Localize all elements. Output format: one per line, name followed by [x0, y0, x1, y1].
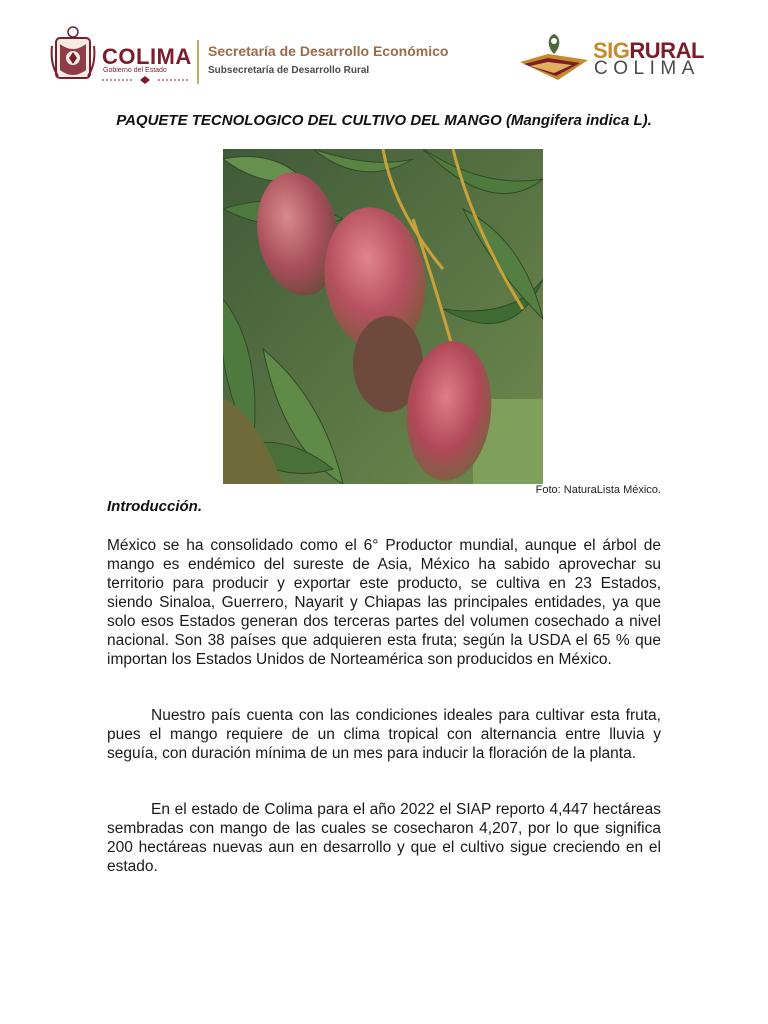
document-title: PAQUETE TECNOLOGICO DEL CULTIVO DEL MANGO (Mangifera indica L).: [116, 112, 652, 129]
state-logo-sub: Gobierno del Estado: [103, 67, 167, 74]
state-crest-icon: [50, 24, 96, 84]
state-logo-word: COLIMA: [102, 44, 192, 69]
sigrural-rural: RURAL: [629, 38, 704, 63]
mango-tree-photo: [223, 149, 543, 484]
body-paragraph: Nuestro país cuenta con las condiciones ideales para cultivar esta fruta, pues el mango requiere de un clima tropical con alternancia entre lluvia y seguía, con duración mínima de un mes para inducir la floración de la planta.: [107, 707, 661, 762]
section-heading: Introducción.: [107, 498, 202, 515]
page-header: [0, 0, 768, 100]
subsecretaria-name: Subsecretaría de Desarrollo Rural: [208, 65, 370, 76]
photo-credit: Foto: NaturaLista México.: [535, 484, 661, 496]
sigrural-map-pin-icon: [518, 32, 590, 84]
secretaria-name: Secretaría de Desarrollo Económico: [208, 43, 449, 59]
ornament-icon: [102, 76, 188, 84]
body-paragraph: En el estado de Colima para el año 2022 el SIAP reporto 4,447 hectáreas sembradas con mango de las cuales se cosecharon 4,207, por lo que significa 200 hectáreas nuevas aun en desarrollo y que el cultivo sigue creciendo en el estado.: [107, 801, 661, 875]
body-paragraph: México se ha consolidado como el 6° Productor mundial, aunque el árbol de mango es endémico del sureste de Asia, México ha sabido aprovechar su territorio para producir y exportar este producto, se cultiva en 23 Estados, siendo Sinaloa, Guerrero, Nayarit y Chiapas las principales entidades, ya que solo esos Estados generan dos terceras partes del volumen cosechado a nivel nacional. Son 38 países que adquieren esta fruta; según la USDA el 65 % que importan los Estados Unidos de Norteamérica son producidos en México.: [107, 537, 661, 668]
sigrural-colima: COLIMA: [594, 58, 700, 79]
sigrural-sig: SIG: [593, 38, 630, 63]
header-divider: [197, 40, 199, 84]
